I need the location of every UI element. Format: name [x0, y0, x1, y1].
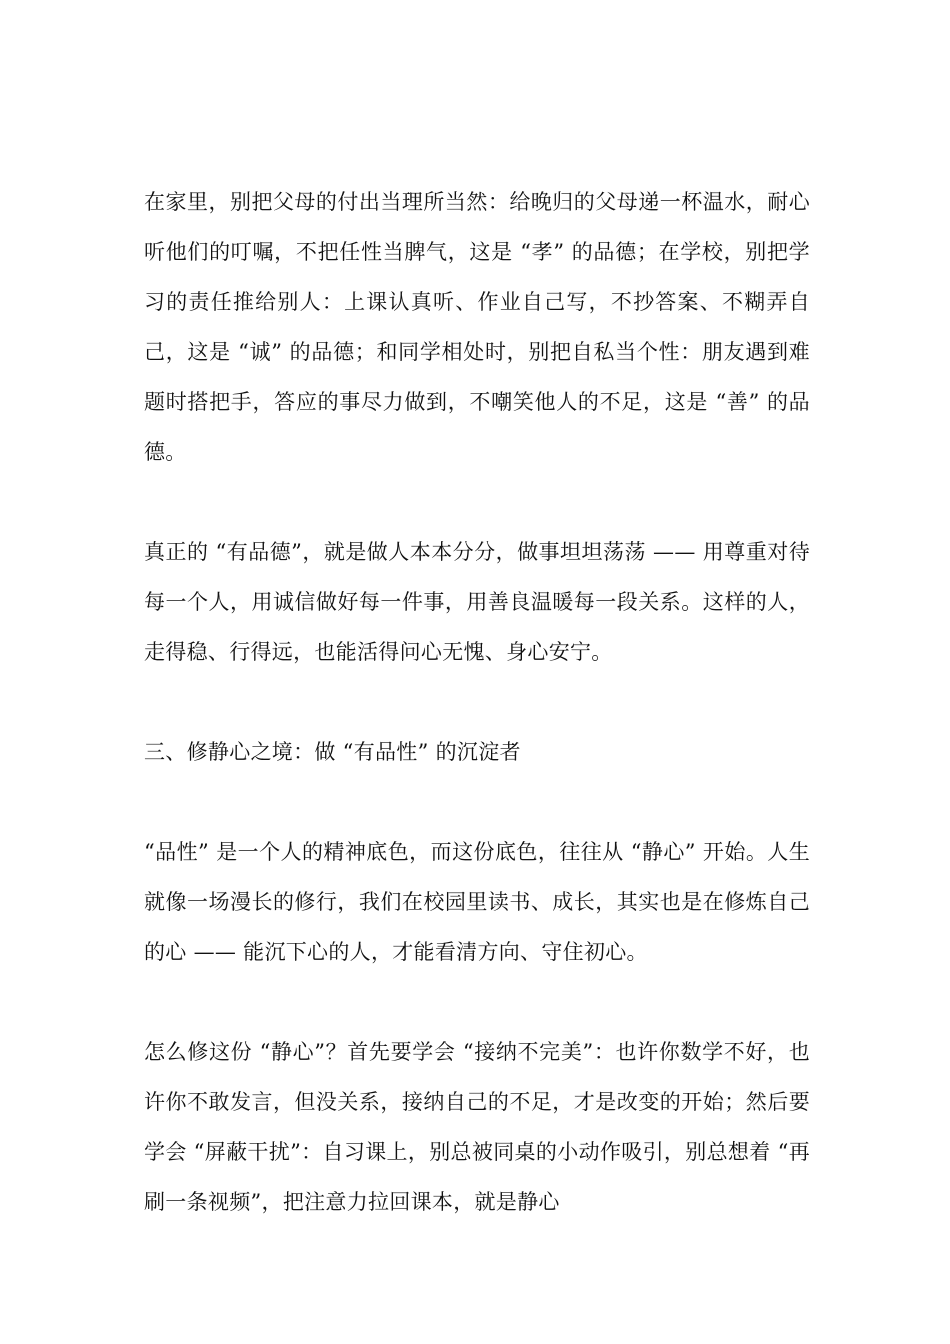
- paragraph-how-to-calm: 怎么修这份 “静心”？首先要学会 “接纳不完美”：也许你数学不好，也许你不敢发言，但没关系，接纳自己的不足，才是改变的开始；然后要学会 “屏蔽干扰”：自习课上，别总被同桌的小动作吸引，别总想着 “再刷一条视频”，把注意力拉回课本，就是静心: [144, 1040, 810, 1214]
- paragraph-character-calm: “品性” 是一个人的精神底色，而这份底色，往往从 “静心” 开始。人生就像一场漫长的修行，我们在校园里读书、成长，其实也是在修炼自己的心 —— 能沉下心的人，才能看清方向、守住初心。: [144, 840, 810, 964]
- document-body: [144, 177, 810, 1277]
- paragraph-filial-honesty-kindness: 在家里，别把父母的付出当理所当然：给晚归的父母递一杯温水，耐心听他们的叮嘱，不把任性当脾气，这是 “孝” 的品德；在学校，别把学习的责任推给别人：上课认真听、作业自己写，不抄答案、不糊弄自己，这是 “诚” 的品德；和同学相处时，别把自私当个性：朋友遇到难题时搭把手，答应的事尽力做到，不嘲笑他人的不足，这是 “善” 的品德。: [144, 190, 810, 464]
- paragraph-true-virtue: 真正的 “有品德”，就是做人本本分分，做事坦坦荡荡 —— 用尊重对待每一个人，用诚信做好每一件事，用善良温暖每一段关系。这样的人，走得稳、行得远，也能活得问心无愧、身心安宁。: [144, 540, 810, 664]
- section-heading-calm-mind: 三、修静心之境：做 “有品性” 的沉淀者: [144, 740, 521, 764]
